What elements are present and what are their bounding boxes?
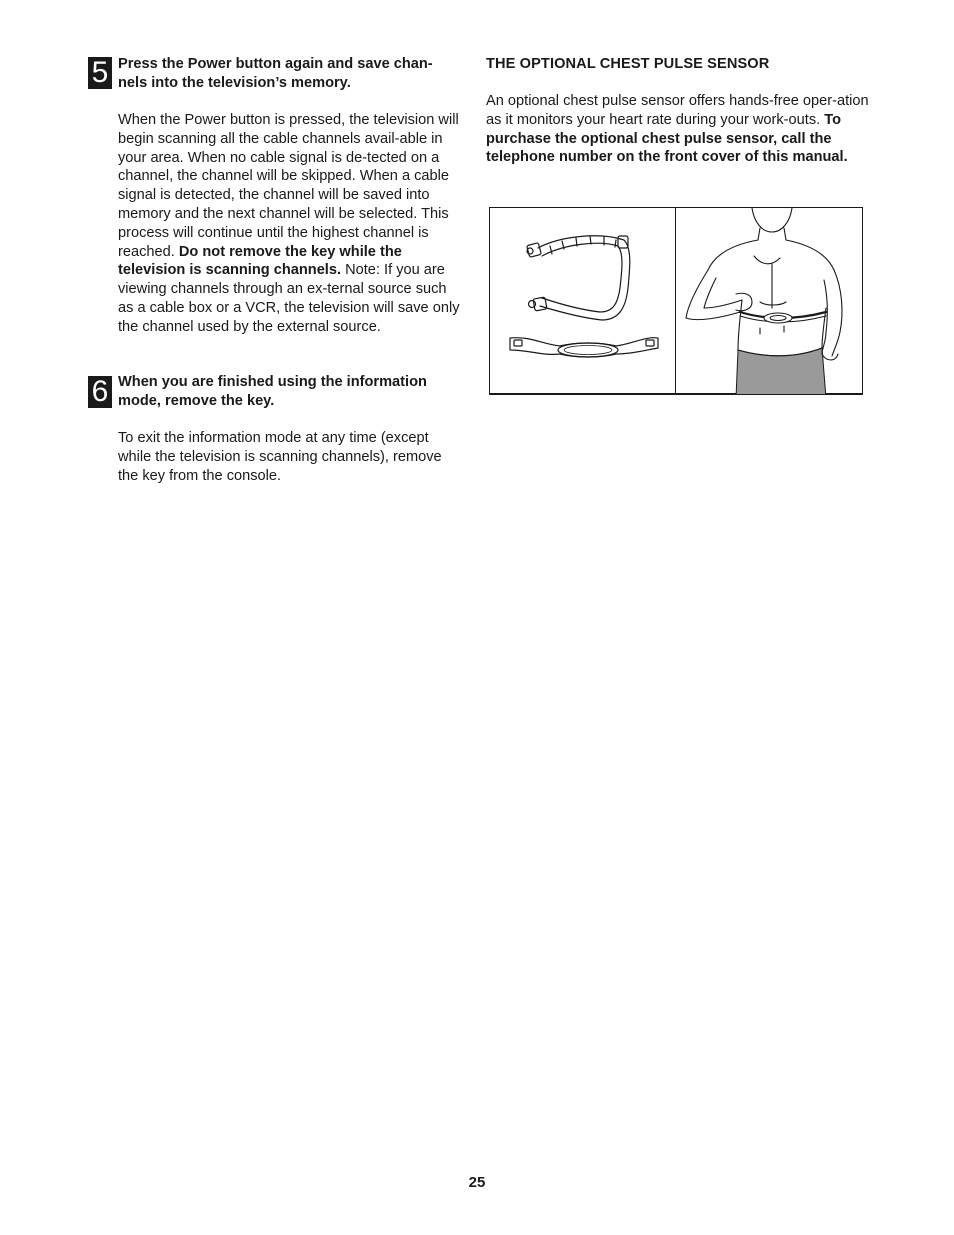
chest-pulse-sensor-heading: THE OPTIONAL CHEST PULSE SENSOR xyxy=(486,56,770,72)
step-5-body-text-2: Note: If you are viewing channels through an ex-ternal source such as a cable box or a VCR, the television will save only the channel used by the external source. xyxy=(118,262,460,335)
chest-pulse-sensor-purchase-note: To purchase the optional chest pulse sensor, call the telephone number on the front cover of this manual. xyxy=(486,111,848,166)
step-5-body xyxy=(118,111,463,337)
step-6-body: To exit the information mode at any time (except while the television is scanning channels), remove the key from the console. xyxy=(118,430,442,484)
person-wearing-chest-strap-illustration xyxy=(676,208,863,394)
step-6-heading: When you are finished using the information mode, remove the key. xyxy=(118,374,427,409)
chest-pulse-sensor-figure xyxy=(489,207,863,395)
step-5-number: 5 xyxy=(88,57,112,89)
step-5-body-warning: Do not remove the key while the television is scanning channels. xyxy=(118,243,402,279)
page-number: 25 xyxy=(468,1174,486,1191)
step-5-body-text-1: When the Power button is pressed, the television will begin scanning all the cable channels avail-able in your area. When no cable signal is de-tected on a channel, the channel will be skipped. When a cable signal is detected, the channel will be saved into memory and the next channel will be selected. This process will continue until the highest channel is reached. xyxy=(118,112,459,260)
chest-pulse-sensor-body xyxy=(486,92,871,167)
chest-pulse-sensor-text: An optional chest pulse sensor offers hands-free oper-ation as it monitors your heart rate during your work-outs. xyxy=(486,93,869,128)
chest-strap-and-sensor-illustration xyxy=(490,208,675,394)
step-5-heading: Press the Power button again and save chan- nels into the television’s memory. xyxy=(118,56,433,91)
step-6-number: 6 xyxy=(88,376,112,408)
